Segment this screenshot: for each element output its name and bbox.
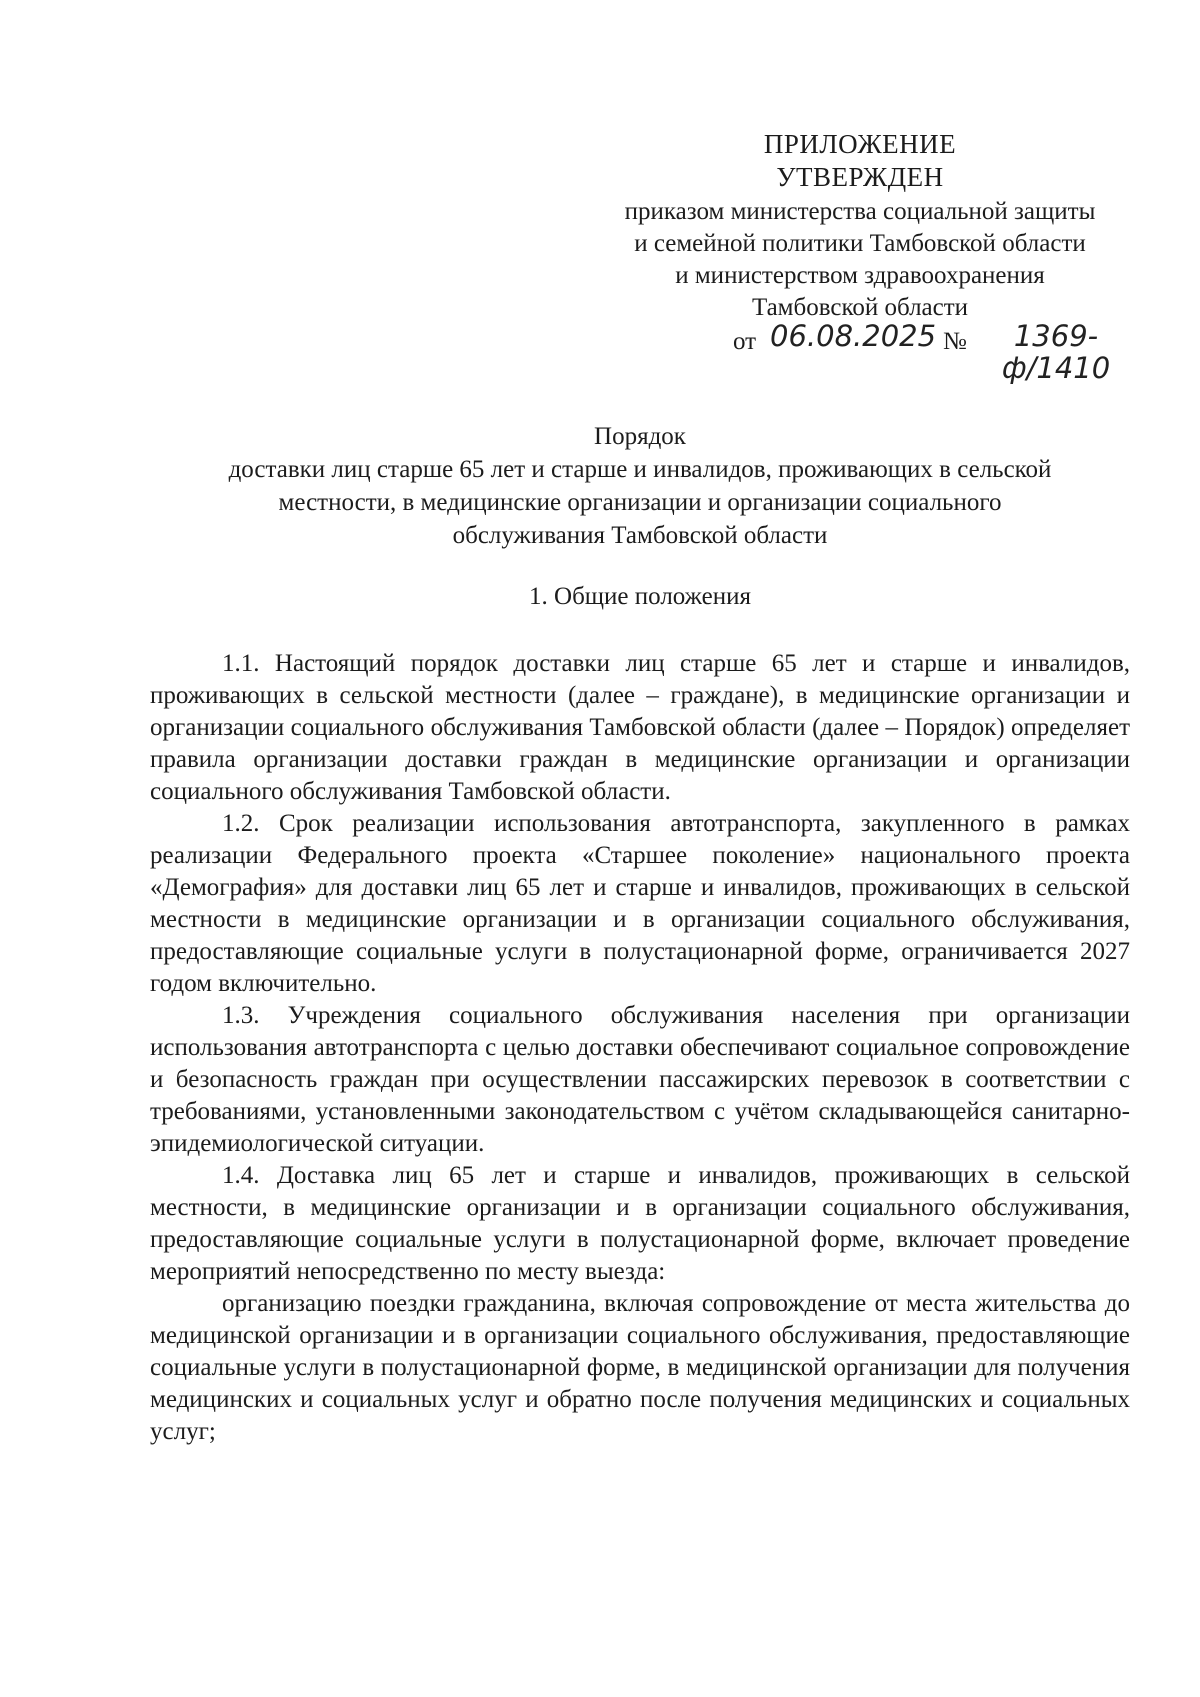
paragraph: 1.2. Срок реализации использования автотранспорта, закупленного в рамках реализации Федерального проекта «Старшее поколение» национального проекта «Демография» для доставки лиц 65 лет и старше и инвалидов, проживающих в сельской местности в медицинские организации и в организации социального обслуживания, предоставляющие социальные услуги в полустационарной форме, ограничивается 2027 годом включительно.	[150, 810, 1130, 997]
approval-status: УТВЕРЖДЕН	[776, 162, 944, 192]
approval-line: и министерством здравоохранения	[675, 262, 1045, 289]
title-line: местности, в медицинские организации и организации социального	[278, 489, 1002, 516]
handwritten-date: 06.08.2025	[770, 319, 937, 353]
approval-line: и семейной политики Тамбовской области	[634, 230, 1086, 257]
document-title	[160, 420, 1120, 552]
handwritten-number: 1369-ф/1410	[1001, 319, 1111, 385]
paragraph: 1.3. Учреждения социального обслуживания населения при организации использования автотранспорта с целью доставки обеспечивают социальное сопровождение и безопасность граждан при осуществлении пассажирских перевозок в соответствии с требованиями, установленными законодательством с учётом складывающейся санитарно-эпидемиологической ситуации.	[150, 1002, 1130, 1157]
number-prefix: №	[943, 328, 967, 355]
paragraph: 1.1. Настоящий порядок доставки лиц старше 65 лет и старше и инвалидов, проживающих в сельской местности (далее – граждане), в медицинские организации и организации социального обслуживания Тамбовской области (далее – Порядок) определяет правила организации доставки граждан в медицинские организации и организации социального обслуживания Тамбовской области.	[150, 650, 1130, 805]
appendix-label: ПРИЛОЖЕНИЕ	[763, 129, 957, 159]
title-line: обслуживания Тамбовской области	[452, 522, 828, 549]
title-heading: Порядок	[594, 423, 686, 450]
approval-date-line	[580, 319, 1140, 385]
date-prefix: от	[733, 328, 757, 355]
paragraph: организацию поездки гражданина, включая сопровождение от места жительства до медицинской организации и в организации социального обслуживания, предоставляющие социальные услуги в полустационарной форме, в медицинской организации для получения медицинских и социальных услуг и обратно после получения медицинских и социальных услуг;	[150, 1290, 1130, 1445]
body-text	[150, 648, 1130, 1448]
approval-line: приказом министерства социальной защиты	[624, 198, 1096, 225]
title-line: доставки лиц старше 65 лет и старше и инвалидов, проживающих в сельской	[228, 456, 1052, 483]
section-heading: 1. Общие положения	[529, 583, 751, 610]
approval-block	[580, 128, 1140, 385]
paragraph: 1.4. Доставка лиц 65 лет и старше и инвалидов, проживающих в сельской местности, в медицинские организации и в организации социального обслуживания, предоставляющие социальные услуги в полустационарной форме, включает проведение мероприятий непосредственно по месту выезда:	[150, 1162, 1130, 1285]
approval-line: Тамбовской области	[751, 294, 969, 321]
